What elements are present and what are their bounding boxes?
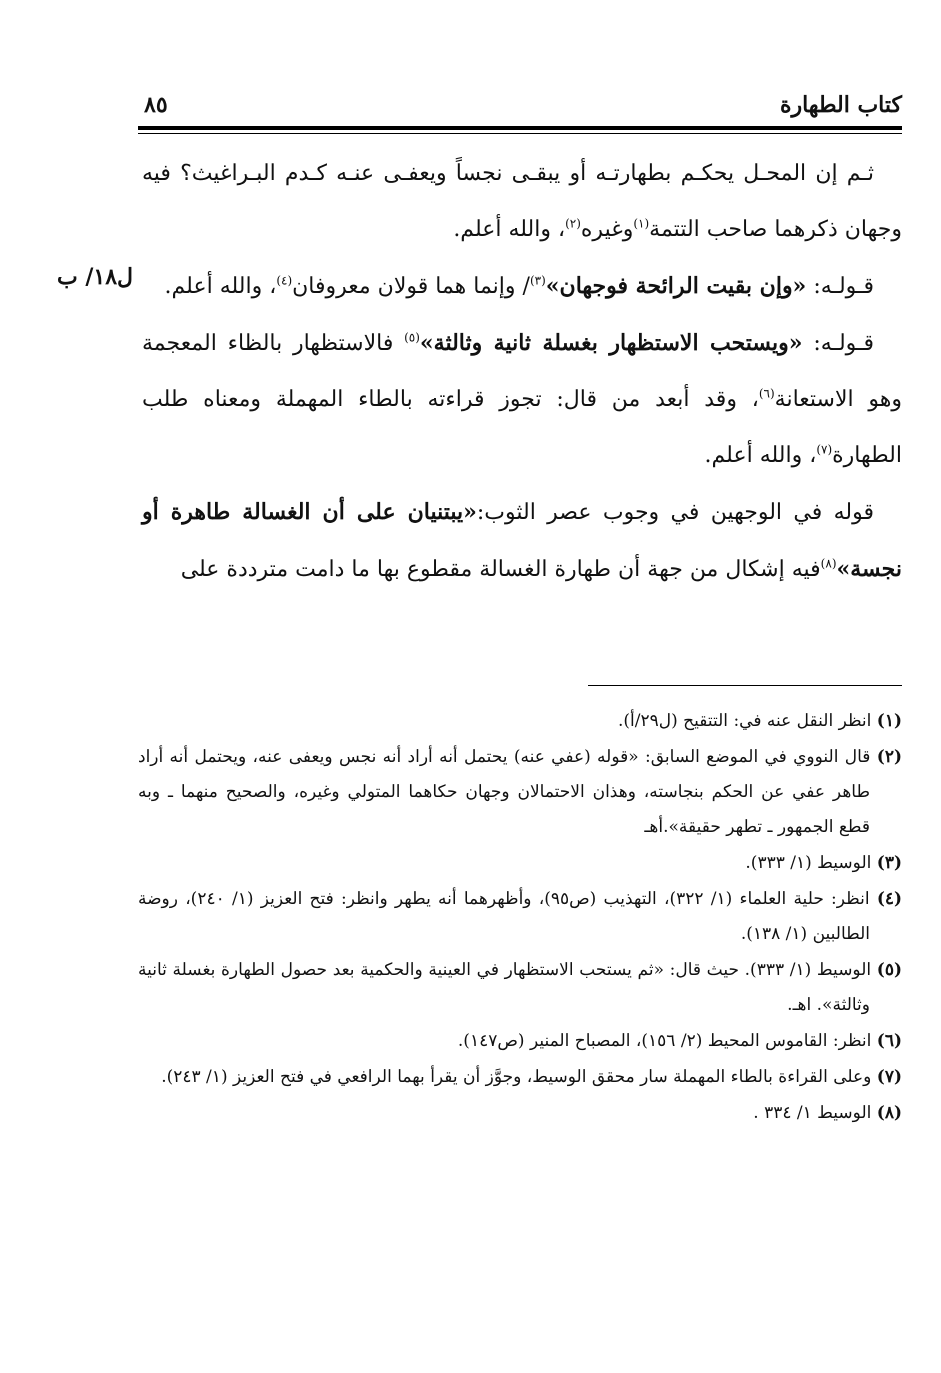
footnote: (٣) الوسيط (١/ ٣٣٣). bbox=[745, 853, 902, 873]
page-header bbox=[138, 92, 902, 124]
footnote: (٥) الوسيط (١/ ٣٣٣). حيث قال: «ثم يستحب الاستظهار في العينية والحكمية بعد حصول الطهارة بغسلة ثانية وثالثة». اهـ. bbox=[138, 960, 903, 1015]
paragraph-3: قـولـه: «ويستحب الاستظهار بغسلة ثانية وثالثة»$^{(٥)}$ فالاستظهار بالظاء المعجمة وهو الاستعانة$^{(٦)}$، وقد أبعد من قال: تجوز قراءته بالطاء المهملة ومعناه طلب الطهارة$^{(٧)}$، والله أعلم. bbox=[142, 330, 902, 468]
footnote-ref: (٨) bbox=[820, 556, 837, 571]
quoted-text: «وإن بقيت الرائحة فوجهان» bbox=[545, 273, 807, 299]
footnote: (٧) وعلى القراءة بالطاء المهملة سار محقق الوسيط، وجوَّز أن يقرأ بهما الرافعي في فتح العزيز (١/ ٢٤٣). bbox=[161, 1067, 902, 1087]
header-rule-thick bbox=[138, 126, 902, 130]
footnotes bbox=[138, 704, 902, 1132]
main-text bbox=[142, 146, 902, 598]
footnote-ref: (٣) bbox=[529, 273, 546, 288]
chapter-title: كتاب الطهارة bbox=[779, 92, 902, 118]
footnote-ref: (٢) bbox=[565, 216, 581, 231]
quoted-text: «ويستحب الاستظهار بغسلة ثانية وثالثة» bbox=[419, 330, 803, 356]
footnote-ref: (٤) bbox=[276, 273, 293, 288]
paragraph-1: ثـم إن المحـل يحكـم بطهارتـه أو يبقـى نجساً ويعفـى عنـه كـدم البـراغيث؟ فيه وجهان ذكرهما صاحب التتمة$^{(١)}$وغيره$^{(٢)}$، والله أعلم. bbox=[142, 161, 902, 242]
footnote: (٢) قال النووي في الموضع السابق: «قوله (عفي عنه) يحتمل أنه أراد أنه نجس ويعفى عنه، ويحتمل أنه أراد طاهر عفي عن الحكم بنجاسته، وهذان الاحتمالان وجهان حكاهما المتولي وغيره، والصحيح منهما ـ وبه قطع الجمهور ـ تطهر حقيقة».أهـ bbox=[138, 747, 902, 837]
header-rule-thin bbox=[138, 133, 902, 134]
page-number: ٨٥ bbox=[144, 92, 168, 118]
footnote: (١) انظر النقل عنه في: التتقيح (ل٢٩/أ). bbox=[618, 711, 902, 731]
footnote-ref: (٥) bbox=[404, 330, 420, 345]
footnote: (٤) انظر: حلية العلماء (١/ ٣٢٢)، التهذيب (ص٩٥)، وأظهرهما أنه يطهر وانظر: فتح العزيز (١/ ٢٤٠)، روضة الطالبين (١/ ١٣٨). bbox=[138, 889, 903, 944]
paragraph-4: قوله في الوجهين في وجوب عصر الثوب:«يبتنيان على أن الغسالة طاهرة أو نجسة»$^{(٨)}$فيه إشكال من جهة أن طهارة الغسالة مقطوع بها ما دامت مترددة على bbox=[142, 499, 902, 582]
footnote-ref: (٦) bbox=[758, 386, 775, 401]
footnote: (٨) الوسيط ١/ ٣٣٤ . bbox=[753, 1103, 902, 1123]
footnote-ref: (٧) bbox=[816, 442, 833, 457]
footnote-separator bbox=[588, 685, 902, 686]
paragraph-2: قـولـه: «وإن بقيت الرائحة فوجهان»$^{(٣)}$/ وإنما هما قولان معروفان$^{(٤)}$، والله أعلم. bbox=[164, 273, 874, 299]
manuscript-folio-note: ل١٨/ ب bbox=[56, 264, 133, 290]
footnote-ref: (١) bbox=[633, 216, 650, 231]
quoted-text: «يبتنيان على أن الغسالة طاهرة أو نجسة» bbox=[142, 499, 902, 582]
footnote: (٦) انظر: القاموس المحيط (٢/ ١٥٦)، المصباح المنير (ص١٤٧). bbox=[457, 1031, 902, 1051]
